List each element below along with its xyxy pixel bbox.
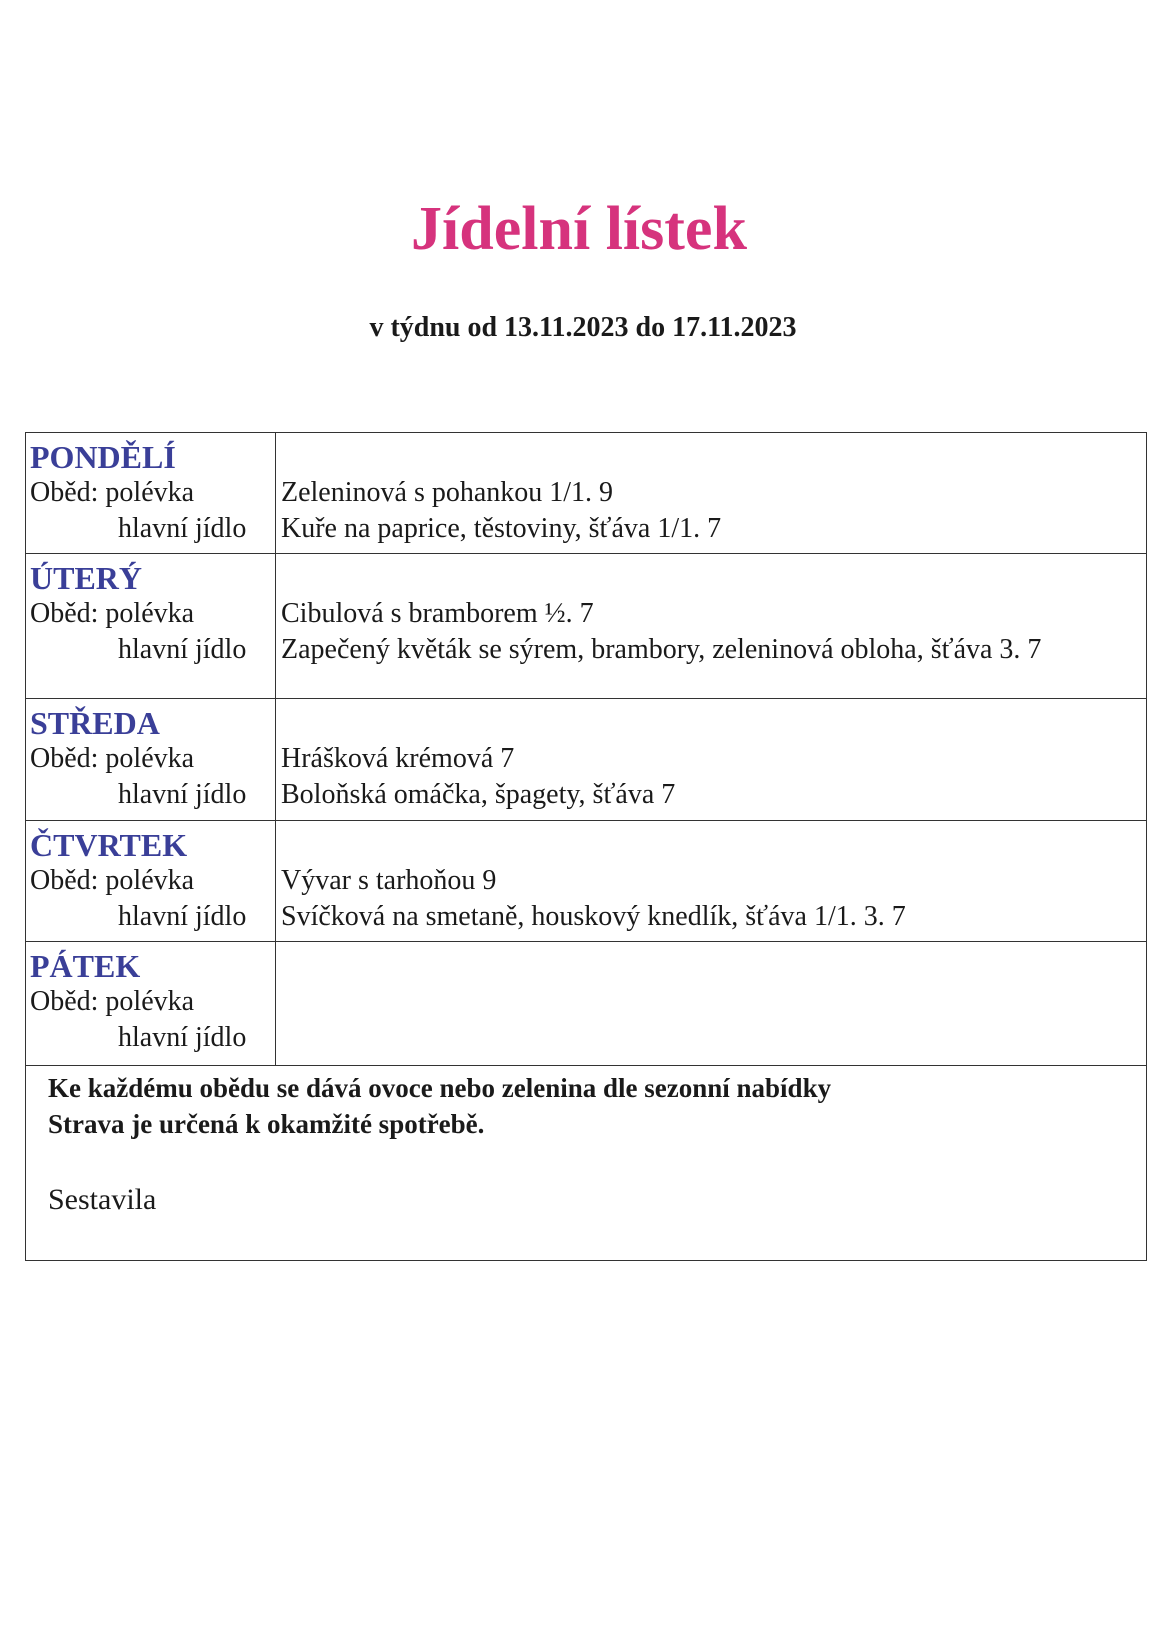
dishes-cell <box>276 433 1147 554</box>
main-dish-label: hlavní jídlo <box>118 634 247 665</box>
dishes-cell <box>276 554 1147 699</box>
dishes-cell <box>276 821 1147 942</box>
week-range <box>0 314 1170 342</box>
day-label-cell <box>26 942 276 1066</box>
week-range-text: v týdnu od 13.11.2023 do 17.11.2023 <box>369 312 797 343</box>
soup-dish: Zeleninová s pohankou 1/1. 9 <box>281 477 614 508</box>
soup-label: Oběd: polévka <box>30 865 195 896</box>
main-dish-label: hlavní jídlo <box>118 901 247 932</box>
day-row-friday <box>26 942 1147 1066</box>
day-label-cell <box>26 699 276 821</box>
soup-dish: Hrášková krémová 7 <box>281 743 515 774</box>
day-name: STŘEDA <box>30 705 160 741</box>
footer-cell <box>26 1066 1147 1261</box>
soup-label: Oběd: polévka <box>30 477 195 508</box>
day-label-cell <box>26 554 276 699</box>
main-dish-label: hlavní jídlo <box>118 779 247 810</box>
day-label-cell <box>26 821 276 942</box>
compiled-by: Sestavila <box>48 1183 157 1216</box>
title-text: Jídelní lístek <box>411 195 747 263</box>
consumption-note: Strava je určená k okamžité spotřebě. <box>48 1109 485 1139</box>
day-name: ČTVRTEK <box>30 827 188 863</box>
dishes-cell <box>276 942 1147 1066</box>
main-dish: Svíčková na smetaně, houskový knedlík, šťáva 1/1. 3. 7 <box>281 901 906 932</box>
main-dish-label: hlavní jídlo <box>118 1022 247 1053</box>
day-row-wednesday <box>26 699 1147 821</box>
day-label-cell <box>26 433 276 554</box>
main-dish-label: hlavní jídlo <box>118 513 247 544</box>
menu-table <box>25 432 1147 1261</box>
soup-dish: Cibulová s bramborem ½. 7 <box>281 598 594 629</box>
soup-label: Oběd: polévka <box>30 743 195 774</box>
day-name: PONDĚLÍ <box>30 439 176 475</box>
day-name: ÚTERÝ <box>30 560 143 596</box>
day-row-thursday <box>26 821 1147 942</box>
footer-row <box>26 1066 1147 1261</box>
day-row-monday <box>26 433 1147 554</box>
main-dish: Boloňská omáčka, špagety, šťáva 7 <box>281 779 676 810</box>
page-title <box>0 195 1170 263</box>
soup-label: Oběd: polévka <box>30 986 195 1017</box>
day-row-tuesday <box>26 554 1147 699</box>
main-dish: Kuře na paprice, těstoviny, šťáva 1/1. 7 <box>281 513 722 544</box>
fruit-note: Ke každému obědu se dává ovoce nebo zelenina dle sezonní nabídky <box>48 1073 832 1103</box>
soup-dish: Vývar s tarhoňou 9 <box>281 865 497 896</box>
soup-label: Oběd: polévka <box>30 598 195 629</box>
day-name: PÁTEK <box>30 948 141 984</box>
main-dish: Zapečený květák se sýrem, brambory, zeleninová obloha, šťáva 3. 7 <box>281 634 1042 665</box>
dishes-cell <box>276 699 1147 821</box>
